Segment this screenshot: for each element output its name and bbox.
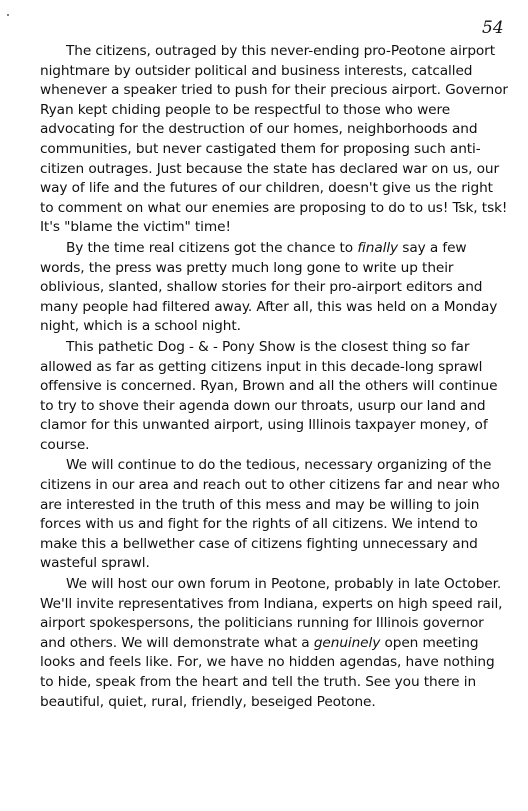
scan-speck <box>7 14 9 16</box>
emphasis-finally: finally <box>357 239 399 256</box>
text-segment: We will continue to do the tedious, necessary organizing of the citizens in our area and reach out to other citizens far and near who are interested in the truth of this mess and may be willing to join forces with us and fight for the rights of all citizens. We intend to make this a bellwether case of citizens fighting unnecessary and wasteful sprawl. <box>40 457 500 572</box>
paragraph-citizens-outraged <box>40 42 510 238</box>
paragraph-forum <box>40 575 510 712</box>
text-segment: say a few words, the press was pretty much long gone to write up their oblivious, slanted, shallow stories for their pro-airport editors and many people had filtered away. After all, this was held on a Monday night, which is a school night. <box>40 239 498 335</box>
article-body <box>40 42 510 712</box>
text-segment: open meeting looks and feels like. For, we have no hidden agendas, have nothing to hide, speak from the heart and tell the truth. See you there in beautiful, quiet, rural, friendly, beseiged Peotone. <box>40 634 495 710</box>
text-segment: We will host our own forum in Peotone, probably in late October. We'll invite representatives from Indiana, experts on high speed rail, airport spokespersons, the politicians running for Illinois governor and others. We will demonstrate what a <box>40 576 503 651</box>
text-segment: By the time real citizens got the chance to <box>66 239 358 256</box>
text-segment: This pathetic Dog - & - Pony Show is the closest thing so far allowed as far as getting citizens input in this decade-long sprawl offensive is concerned. Ryan, Brown and all the others will continue to try to shove their agenda down our throats, usurp our land and clamor for this unwanted airport, using Illinois taxpayer money, of course. <box>40 338 498 453</box>
paragraph-pony-show <box>40 338 510 456</box>
paragraph-organizing <box>40 456 510 574</box>
page-number: 54 <box>482 18 504 38</box>
emphasis-genuinely: genuinely <box>313 634 381 651</box>
text-segment: The citizens, outraged by this never-ending pro-Peotone airport nightmare by outsider political and business interests, catcalled whenever a speaker tried to push for their precious airport. Governor Ryan kept chiding people to be respectful to those who were advocating for the destruction of our homes, neighborhoods and communities, but never castigated them for proposing such anti-citizen outrages. Just because the state has declared war on us, our way of life and the futures of our children, doesn't give us the right to comment on what our enemies are proposing to do to us! Tsk, tsk! It's "blame the victim" time! <box>40 43 508 236</box>
paragraph-real-citizens <box>40 239 510 337</box>
